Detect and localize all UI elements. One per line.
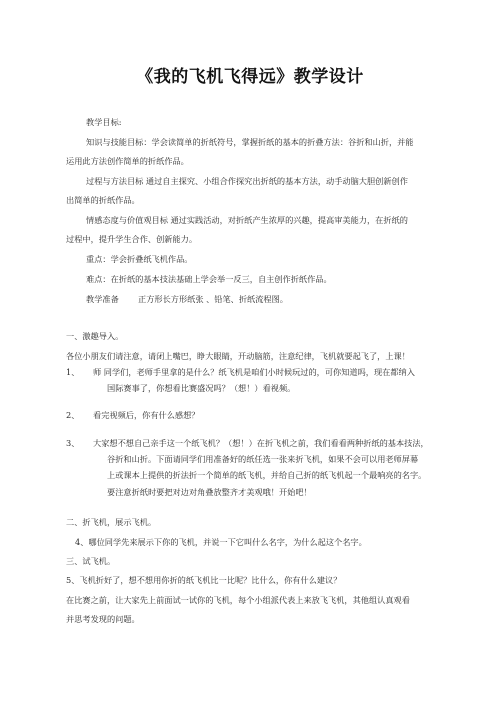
document-title: 《我的飞机飞得远》教学设计	[136, 67, 364, 87]
item1-line2: 国际赛事了，你想看比赛盛况吗？（想！）看视频。	[107, 383, 296, 393]
emotion-objective-line2: 过程中，提升学生合作、创新能力。	[66, 234, 198, 244]
knowledge-objective-line2: 运用此方法创作简单的折纸作品。	[66, 156, 189, 166]
difficulty: 难点：在折纸的基本技法基础上学会举一反三，自主创作折纸作品。	[86, 274, 332, 284]
section3-paragraph-line1: 在比赛之前，让大家先上前面试一试你的飞机，每个小组派代表上来放飞飞机，其他组认真观看	[66, 595, 410, 605]
process-objective-line1: 过程与方法目标 通过自主探究、小组合作探究出折纸的基本方法，动手动脑大胆创新创作	[86, 176, 408, 186]
section2-heading: 二、折飞机，展示飞机。	[66, 517, 157, 527]
section1-intro: 各位小朋友们请注意，请闭上嘴巴，睁大眼睛，开动脑筋，注意纪律，飞机就要起飞了，上课！	[66, 351, 410, 361]
section3-paragraph-line2: 并思考发现的问题。	[66, 614, 140, 624]
emotion-objective-line1: 情感态度与价值观目标 通过实践活动，对折纸产生浓厚的兴趣，提高审美能力，在折纸的	[86, 215, 408, 225]
item3-line1: 大家想不想自己亲手这一个纸飞机？（想！）在折飞机之前，我们看看两种折纸的基本技法，	[93, 438, 429, 448]
section1-heading: 一、激趣导入。	[66, 331, 124, 341]
item2-number: 2、	[66, 410, 80, 420]
item3-line4: 要注意折纸时要把对边对角叠放整齐才美观哦！开始吧！	[107, 487, 312, 497]
item3-line3: 上或课本上提供的折法折一个简单的纸飞机，并给自己折的纸飞机起一个最响亮的名字。	[107, 470, 427, 480]
item2-line1: 看完视频后，你有什么感想？	[93, 410, 200, 420]
process-objective-line2: 出简单的折纸作品。	[66, 195, 140, 205]
item1-number: 1、	[66, 367, 80, 377]
knowledge-objective-line1: 知识与技能目标：学会读简单的折纸符号，掌握折纸的基本的折叠方法：谷折和山折，并能	[86, 137, 414, 147]
item5: 5、飞机折好了，想不想用你折的纸飞机比一比呢？比什么，你有什么建议？	[66, 575, 342, 585]
item3-line2: 谷折和山折。下面请同学们用准备好的纸任选一张来折飞机，如果不会可以用老师屏幕	[107, 454, 419, 464]
item3-number: 3、	[66, 438, 80, 448]
objectives-heading: 教学目标:	[86, 117, 122, 127]
section3-heading: 三、试飞机。	[66, 556, 116, 566]
item1-line1: 师 同学们，老师手里拿的是什么？纸飞机是咱们小时候玩过的，可你知道吗，现在都纳入	[93, 367, 415, 377]
item4: 4、哪位同学先来展示下你的飞机，并说一下它叫什么名字，为什么起这个名字。	[75, 537, 367, 547]
key-point: 重点：学会折叠纸飞机作品。	[86, 254, 193, 264]
preparation-content: 正方形长方形纸张 、铅笔、折纸流程图。	[138, 294, 288, 304]
preparation-label: 教学准备	[86, 294, 119, 304]
